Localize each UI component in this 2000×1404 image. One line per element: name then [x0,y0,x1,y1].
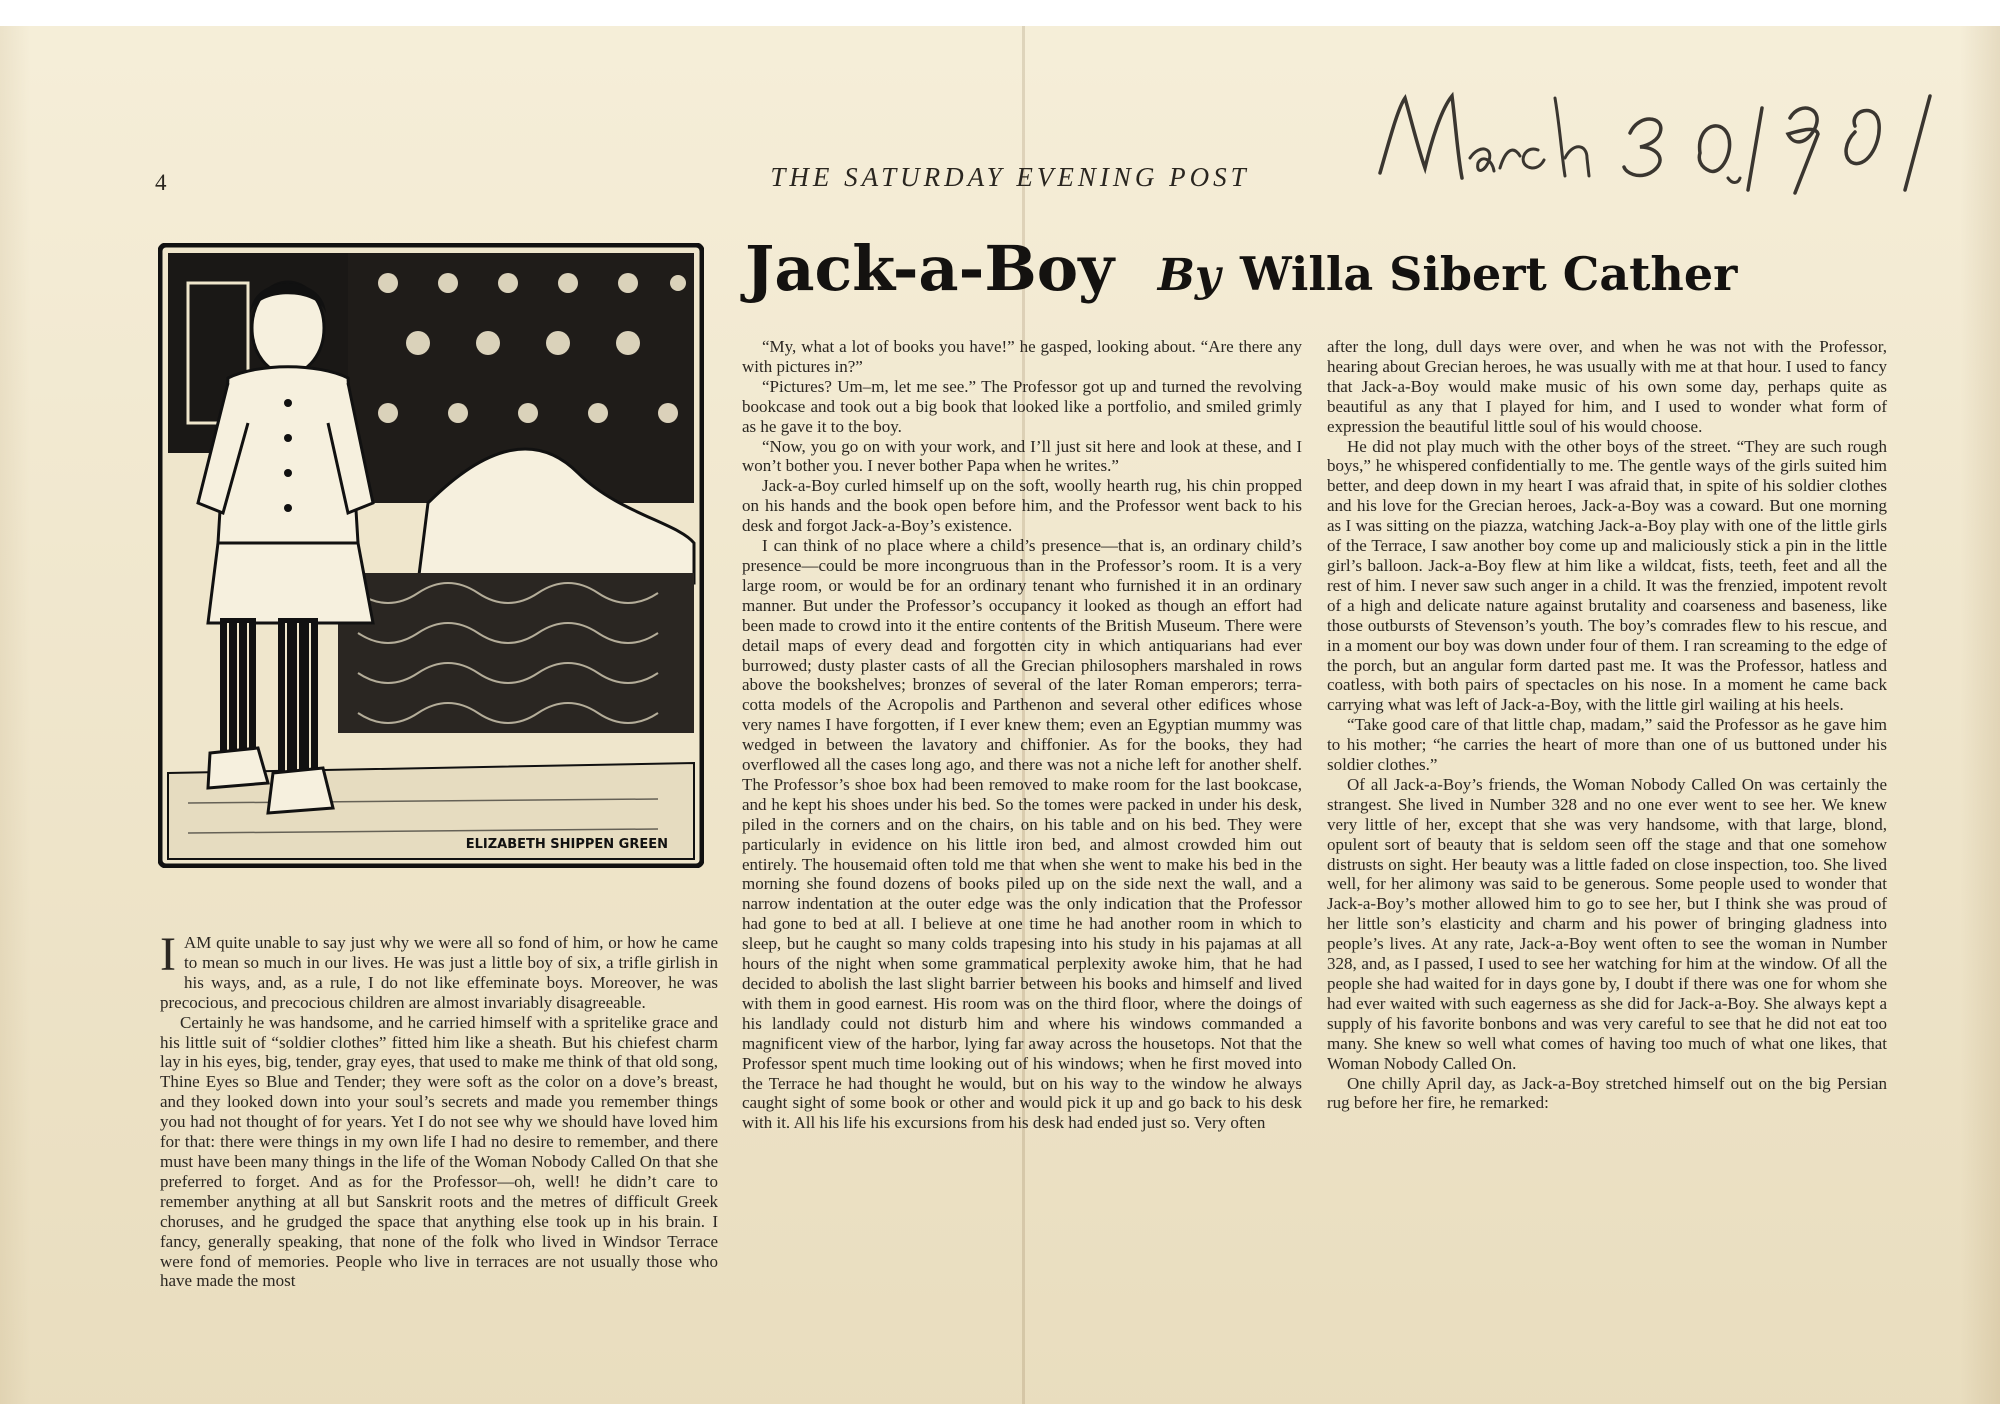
paragraph: “Take good care of that little chap, madam,” said the Professor as he gave him to his mother; “he carries the heart of more than one of us buttoned under his soldier clothes.” [1327,715,1887,775]
paragraph: One chilly April day, as Jack-a-Boy stretched himself out on the big Persian rug before her fire, he remarked: [1327,1073,1887,1113]
masthead: THE SATURDAY EVENING POST [770,162,1250,192]
paragraph: Jack-a-Boy curled himself up on the soft, woolly hearth rug, his chin propped on his hands and the book open before him, and the Professor went back to his desk and forgot Jack-a-Boy’s existence. [742,476,1302,536]
article-column-right [1327,337,1887,1113]
paragraph: “Now, you go on with your work, and I’ll just sit here and look at these, and I won’t bother you. I never bother Papa when he writes.” [742,436,1302,476]
drop-cap: I [160,928,176,981]
paragraph [160,928,718,1013]
page-number: 4 [155,170,167,195]
paragraph: “Pictures? Um–m, let me see.” The Professor got up and turned the revolving bookcase and took out a big book that looked like a portfolio, and smiled grimly as he gave it to the boy. [742,376,1302,436]
boy-illustration [158,243,704,868]
paragraph: I can think of no place where a child’s presence—that is, an ordinary child’s presence—could be more incongruous than in the Professor’s room. It is a very large room, or would be for an ordinary tenant who furnished it in an ordinary manner. But under the Professor’s occupancy it looked as though an effort had been made to crowd into it the entire contents of the British Museum. There were detail maps of every dead and forgotten city in which antiquarians had ever burrowed; dusty plaster casts of all the Grecian philosophers marshaled in rows above the bookshelves; bronzes of several of the later Roman emperors; terra-cotta models of the Acropolis and Parthenon and several other edifices whose very names I have forgotten, if I ever knew them; even an Egyptian mummy was wedged in between the lavatory and chiffonier. As for the books, they had overflowed all the cases long ago, and there was not a niche left for another shelf. The Professor’s shoe box had been removed to make room for the last bookcase, and he kept his shoes under his bed. So the tomes were packed in under his desk, piled in the corners and on the chairs, on his table and on his bed. They were particularly in evidence on his little iron bed, and almost crowded him out entirely. The housemaid often told me that when she went to make his bed in the morning she found dozens of books piled up on the side next the wall, and a narrow indentation at the outer edge was the only indication that the Professor had gone to bed at all. I believe at one time he had another room in which to sleep, but he caught so many colds trapesing into his study in his pajamas at all hours of the night when some grammatical perplexity awoke him, that he had decided to abolish the last slight barrier between his books and himself and lived with them in good earnest. His room was on the third floor, where the doings of his landlady could not disturb him and where his windows commanded a magnificent view of the harbor, lying far away across the housetops. Not that the Professor spent much time looking out of his windows; when he first moved into the Terrace he had thought he would, but on his way to the window he always caught sight of some book or other and would pick it up and go back to his desk with it. All his life his excursions from his desk had ended just so. Very often [742,536,1302,1133]
paragraph: “My, what a lot of books you have!” he gasped, looking about. “Are there any with pictures in?” [742,337,1302,376]
paragraph: Of all Jack-a-Boy’s friends, the Woman Nobody Called On was certainly the strangest. She lived in Number 328 and no one ever went to see her. We knew very little of her, except that she was very handsome, with that large, blond, opulent sort of beauty that is seldom seen off the stage and that one somehow distrusts on sight. Her beauty was a little faded on close inspection, too. She lived well, for her alimony was said to be generous. Some people used to wonder that Jack-a-Boy’s mother allowed him to go to see her, but I think she was proud of her little son’s elasticity and charm and his power of bringing gladness into people’s lives. At any rate, Jack-a-Boy went often to see the woman in Number 328, and, as I passed, I used to see her watching for him at the window. Of all the people she had waited for in days gone by, I doubt if there was one for whom she had ever waited with such eagerness as she did for Jack-a-Boy. She always kept a supply of his favorite bonbons and was very careful to see that he did not eat too many. She knew so well what comes of having too much of what one likes, that Woman Nobody Called On. [1327,774,1887,1073]
paragraph-text: AM quite unable to say just why we were all so fond of him, or how he came to mean so much in our lives. He was just a little boy of six, a trifle girlish in his ways, and, as a rule, I do not like effeminate boys. Moreover, he was precocious, and precocious children are almost invariably disagreeable. [160,933,718,1012]
handwritten-date [1370,78,1950,198]
paragraph: after the long, dull days were over, and when he was not with the Professor, hearing about Grecian heroes, he was usually with me at that hour. I used to fancy that Jack-a-Boy would make music of his own some day, perhaps quite as beautiful as any that I played for him, and I used to wonder what form of expression the beautiful little soul of his would choose. [1327,337,1887,436]
paragraph: He did not play much with the other boys of the street. “They are such rough boys,” he whispered confidentially to me. The gentle ways of the girls suited him better, and deep down in my heart I was afraid that, in spite of his soldier clothes and his love for the Grecian heroes, Jack-a-Boy was a coward. But one morning as I was sitting on the piazza, watching Jack-a-Boy play with one of the little girls of the Terrace, I saw another boy come up and maliciously stick a pin in the little girl’s balloon. Jack-a-Boy flew at him like a wildcat, fists, teeth, feet and all the rest of him. I never saw such anger in a child. It was the frenzied, impotent revolt of a high and delicate nature against brutality and coarseness and baseness, like those outbursts of Stevenson’s youth. The boy’s comrades flew to his rescue, and in a moment our boy was down under four of them. I ran screaming to the edge of the porch, but an angular form darted past me. It was the Professor, hatless and coatless, with both pairs of spectacles on his nose. In a moment he came back carrying what was left of Jack-a-Boy, with the little girl wailing at his heels. [1327,436,1887,715]
illustrator-signature: ELIZABETH SHIPPEN GREEN [465,837,668,852]
article-column-middle [742,337,1302,1133]
article-title: Jack-a-Boy [745,232,1115,305]
author-name: Willa Sibert Cather [1240,247,1738,301]
paragraph: Certainly he was handsome, and he carried himself with a spritelike grace and his little suit of “soldier clothes” fitted him like a sheath. But his chiefest charm lay in his eyes, big, tender, gray eyes, that used to make me think of that old song, Thine Eyes so Blue and Tender; they were soft as the color on a dove’s breast, and they looked down into your soul’s secrets and made you remember things you had not thought of for years. Yet I do not see why we should have loved him for that: there were things in my own life I had no desire to remember, and there must have been many things in the life of the Woman Nobody Called On that she preferred to forget. And as for the Professor—oh, well! he didn’t care to remember anything at all but Sanskrit roots and the metres of difficult Greek choruses, and he grudged the space that anything else took up in his brain. I fancy, generally speaking, that none of the folk who lived in Windsor Terrace were fond of memories. People who live in terraces are not usually those who have made the most [160,1012,718,1291]
byline-prefix: By [1157,250,1221,301]
article-column-left [160,928,718,1291]
article-headline [745,232,1895,305]
